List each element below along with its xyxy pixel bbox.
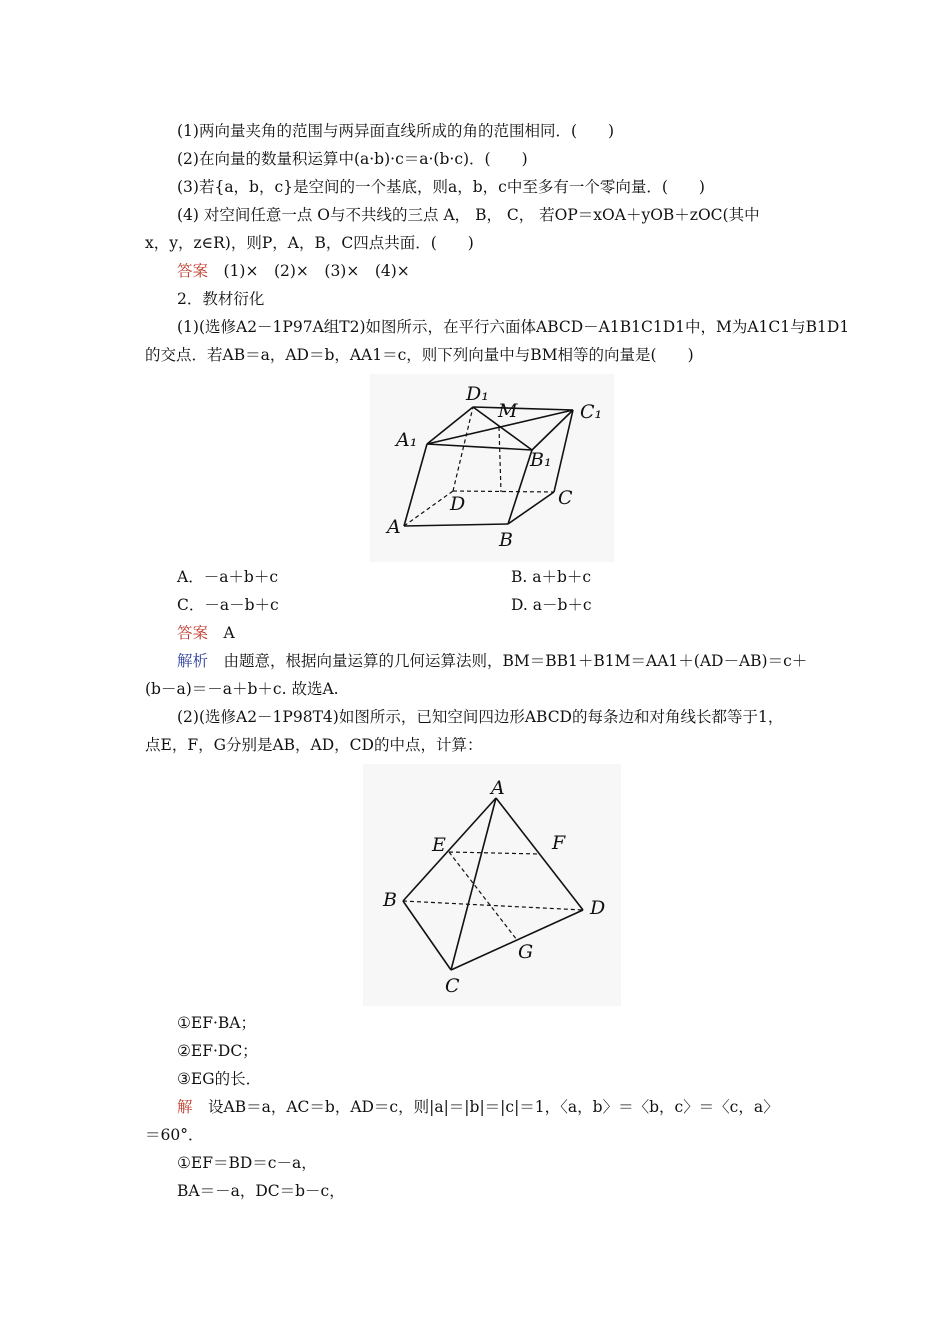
option-b: B. a＋b＋c — [511, 568, 592, 586]
item-3: ③EG的长． — [177, 1070, 262, 1088]
explain-text-1: 由题意，根据向量运算的几何运算法则，BM＝BB1＋B1M＝AA1＋(AD－AB)＝c＋ — [208, 652, 808, 670]
judge-answer — [177, 260, 410, 282]
solve-line4: BA＝－a，DC＝b－c， — [177, 1182, 345, 1200]
label-B: B — [499, 529, 513, 551]
option-c: C．－a－b＋c — [177, 596, 279, 614]
label-D1: D₁ — [466, 383, 489, 405]
explain-line2: (b－a)＝－a＋b＋c. 故选A. — [145, 680, 339, 698]
judge-q4-line1: (4) 对空间任意一点 O与不共线的三点 A， B， C， 若OP＝xOA＋yOB＋zOC(其中 — [177, 206, 760, 224]
label-G: G — [518, 941, 534, 963]
answer-label-2: 答案 — [177, 624, 209, 642]
explain-label: 解析 — [177, 652, 209, 670]
label-A1: A₁ — [396, 429, 418, 451]
section-title: 2．教材衍化 — [177, 290, 265, 308]
answer-text-2: A — [208, 624, 235, 642]
solve-label: 解 — [177, 1098, 193, 1116]
tetrahedron-figure — [363, 764, 621, 1006]
solve-line1 — [177, 1096, 779, 1118]
option-d: D. a－b＋c — [511, 596, 592, 614]
label-C1: C₁ — [580, 401, 603, 423]
label-B-2: B — [383, 889, 397, 911]
label-D: D — [450, 493, 466, 515]
label-C: C — [558, 487, 573, 509]
label-E: E — [432, 834, 446, 856]
item-2: ②EF·DC； — [177, 1042, 258, 1060]
parallelepiped-svg — [370, 374, 614, 562]
explain-line1 — [177, 650, 807, 672]
problem2-line2: 点E，F，G分别是AB，AD，CD的中点，计算： — [145, 736, 483, 754]
judge-q2: (2)在向量的数量积运算中(a·b)·c＝a·(b·c)．( ) — [177, 150, 528, 168]
label-D-2: D — [590, 897, 606, 919]
judge-q3: (3)若{a，b，c}是空间的一个基底，则a，b，c中至多有一个零向量．( ) — [177, 178, 705, 196]
label-M: M — [498, 400, 518, 422]
solve-line3: ①EF＝BD＝c－a， — [177, 1154, 317, 1172]
judge-q1: (1)两向量夹角的范围与两异面直线所成的角的范围相同．( ) — [177, 122, 615, 140]
label-C-2: C — [445, 975, 460, 997]
judge-q4-line2: x，y，z∈R)，则P，A，B，C四点共面．( ) — [145, 234, 474, 252]
label-A-2: A — [491, 777, 505, 799]
problem1-line2: 的交点．若AB＝a，AD＝b，AA1＝c，则下列向量中与BM相等的向量是( ) — [145, 346, 694, 364]
item-1: ①EF·BA； — [177, 1014, 256, 1032]
solve-line2: ＝60°． — [145, 1126, 204, 1144]
answer-label: 答案 — [177, 262, 209, 280]
label-F: F — [552, 832, 566, 854]
problem1-answer — [177, 622, 235, 644]
option-a: A．－a＋b＋c — [177, 568, 279, 586]
parallelepiped-figure — [370, 374, 614, 562]
problem1-line1: (1)(选修A2－1P97A组T2)如图所示，在平行六面体ABCD－A1B1C1D1中，M为A1C1与B1D1 — [177, 318, 850, 336]
label-A: A — [387, 516, 401, 538]
problem2-line1: (2)(选修A2－1P98T4)如图所示，已知空间四边形ABCD的每条边和对角线长都等于1， — [177, 708, 784, 726]
answer-text: (1)× (2)× (3)× (4)× — [208, 262, 410, 280]
solve-text-1: 设AB＝a，AC＝b，AD＝c，则|a|＝|b|＝|c|＝1，〈a，b〉＝〈b，c〉＝〈c，a〉 — [192, 1098, 779, 1116]
tetrahedron-svg — [363, 764, 621, 1006]
label-B1: B₁ — [530, 449, 552, 471]
